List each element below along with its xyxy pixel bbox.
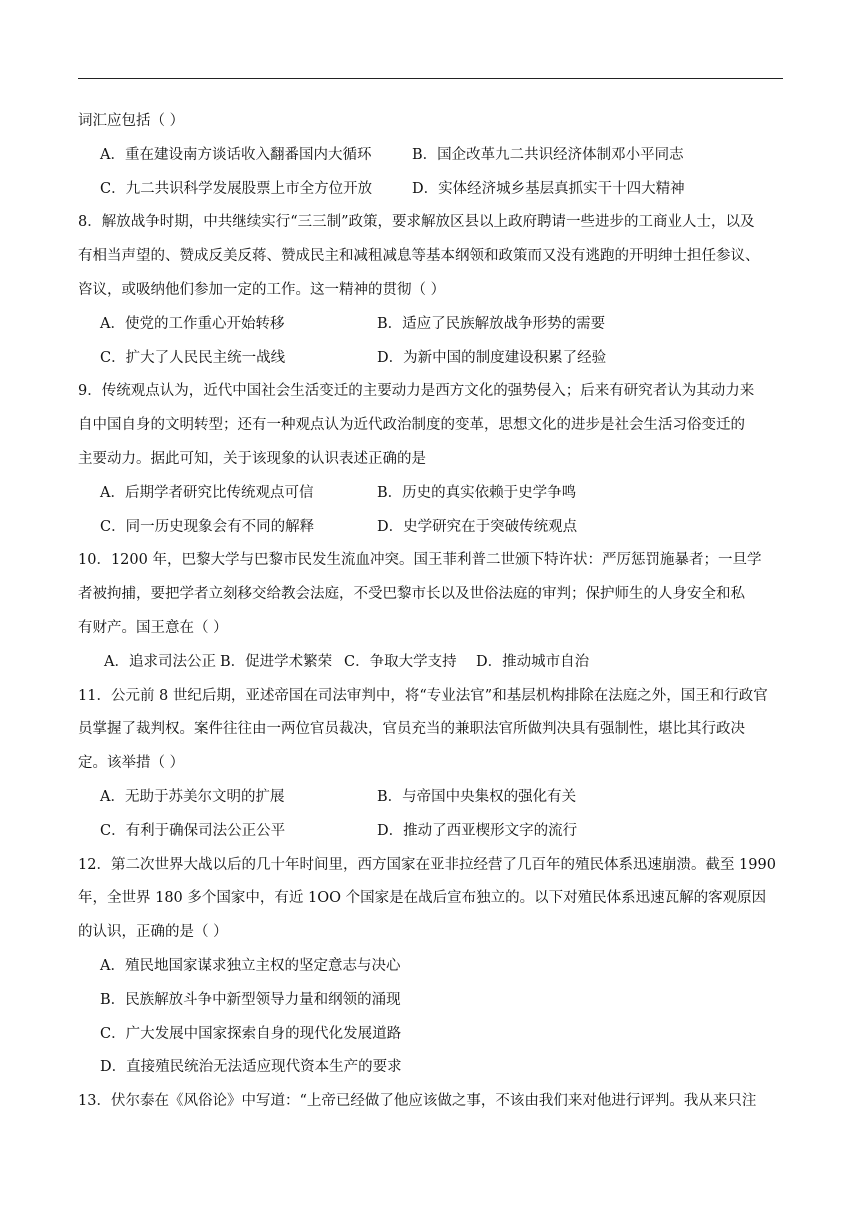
q10-option-b: B．促进学术繁荣	[219, 653, 333, 670]
q12-stem-line-2: 年，全世界 180 多个国家中，有近 1OO 个国家是在战后宣布独立的。以下对殖民体系迅速瓦解的客观原因	[78, 890, 767, 907]
q11-stem-line-1: 11．公元前 8 世纪后期，亚述帝国在司法审判中，将“专业法官”和基层机构排除在法庭之外，国王和行政官	[78, 687, 768, 704]
q8-options-row1	[78, 311, 783, 345]
q9-option-b: B．历史的真实依赖于史学争鸣	[377, 484, 577, 501]
q7-options-row2	[78, 176, 783, 210]
q8-stem-line-1: 8．解放战争时期，中共继续实行“三三制”政策，要求解放区县以上政府聘请一些进步的工商业人士，以及	[78, 214, 755, 231]
q7-option-d: D．实体经济城乡基层真抓实干十四大精神	[412, 180, 685, 197]
q8-option-b: B．适应了民族解放战争形势的需要	[377, 315, 606, 332]
q9-stem-line-1: 9．传统观点认为，近代中国社会生活变迁的主要动力是西方文化的强势侵入；后来有研究者认为其动力来	[78, 383, 755, 400]
q11-stem-line-2: 员掌握了裁判权。案件往往由一两位官员裁决，官员充当的兼职法官所做判决具有强制性，堪比其行政决	[78, 721, 745, 738]
q8-options-row2	[78, 345, 783, 379]
q12-option-d: D．直接殖民统治无法适应现代资本生产的要求	[100, 1059, 402, 1076]
exam-page	[78, 108, 783, 1122]
q9-options-row2	[78, 514, 783, 548]
q8-stem-line-3: 咨议，或吸纳他们参加一定的工作。这一精神的贯彻（ ）	[78, 281, 446, 298]
q7-tail: 词汇应包括（ ）	[78, 113, 185, 129]
q10-option-c: C．争取大学支持	[343, 653, 457, 670]
q11-option-c: C．有利于确保司法公正公平	[100, 822, 286, 839]
q10-option-d: D．推动城市自治	[475, 653, 590, 670]
q8-option-c: C．扩大了人民民主统一战线	[100, 349, 286, 366]
q9-options-row1	[78, 480, 783, 514]
header-rule	[78, 78, 783, 79]
q7-options-row1	[78, 142, 783, 176]
q8-option-a: A．使党的工作重心开始转移	[100, 315, 285, 332]
q9-option-d: D．史学研究在于突破传统观点	[377, 518, 578, 535]
q11-options-row2	[78, 818, 783, 852]
q10-stem-line-3: 有财产。国王意在（ ）	[78, 619, 228, 636]
q11-stem-line-3: 定。该举措（ ）	[78, 755, 185, 772]
q13-stem-line-1: 13．伏尔泰在《风俗论》中写道：“上帝已经做了他应该做之事，不该由我们来对他进行评判。我从来只注	[78, 1093, 757, 1110]
q12-option-a: A．殖民地国家谋求独立主权的坚定意志与决心	[100, 957, 401, 974]
q12-option-b: B．民族解放斗争中新型领导力量和纲领的涌现	[100, 991, 401, 1008]
q8-option-d: D．为新中国的制度建设积累了经验	[377, 349, 607, 366]
q9-stem-line-2: 自中国自身的文明转型；还有一种观点认为近代政治制度的变革，思想文化的进步是社会生活习俗变迁的	[78, 417, 745, 434]
q9-stem-line-3: 主要动力。据此可知，关于该现象的认识表述正确的是	[78, 450, 426, 467]
q12-stem-line-1: 12．第二次世界大战以后的几十年时间里，西方国家在亚非拉经营了几百年的殖民体系迅速崩溃。截至 1990	[78, 856, 776, 873]
q11-option-a: A．无助于苏美尔文明的扩展	[100, 788, 285, 805]
q11-option-b: B．与帝国中央集权的强化有关	[377, 788, 577, 805]
q11-options-row1	[78, 784, 783, 818]
q7-option-a: A．重在建设南方谈话收入翻番国内大循环	[100, 146, 372, 163]
q12-option-c: C．广大发展中国家探索自身的现代化发展道路	[100, 1025, 402, 1042]
q12-stem-line-3: 的认识，正确的是（ ）	[78, 924, 228, 941]
q8-stem-line-2: 有相当声望的、赞成反美反蒋、赞成民主和减租减息等基本纲领和政策而又没有逃跑的开明绅士担任参议、	[78, 248, 760, 265]
q7-option-c: C．九二共识科学发展股票上市全方位开放	[100, 180, 373, 197]
q9-option-c: C．同一历史现象会有不同的解释	[100, 518, 315, 535]
q10-options-row	[78, 649, 783, 683]
q10-option-a: A．追求司法公正	[104, 653, 216, 670]
q11-option-d: D．推动了西亚楔形文字的流行	[377, 822, 578, 839]
q9-option-a: A．后期学者研究比传统观点可信	[100, 484, 314, 501]
q7-option-b: B．国企改革九二共识经济体制邓小平同志	[412, 146, 684, 163]
q10-stem-line-2: 者被拘捕，要把学者立刻移交给教会法庭，不受巴黎市长以及世俗法庭的审判；保护师生的人身安全和私	[78, 586, 745, 603]
q10-stem-line-1: 10．1200 年，巴黎大学与巴黎市民发生流血冲突。国王菲利普二世颁下特许状：严厉惩罚施暴者；一旦学	[78, 552, 762, 569]
